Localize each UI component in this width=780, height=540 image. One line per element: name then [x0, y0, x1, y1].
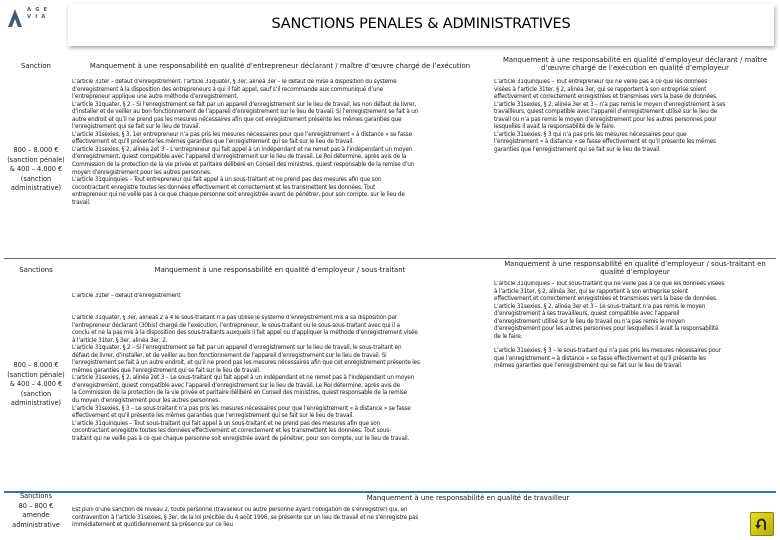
- text-line: d’enregistrement, quiest compatible avec l’appareil d’enregistrement sur le lieu de travail. Le Roi détermine, après avis de la: [72, 154, 407, 161]
- text-line: effectivement et qu’il présente les mêmes garanties que l’enregistrement qui se fait sur le lieu de travail.: [72, 139, 354, 146]
- section3-text: [72, 507, 492, 530]
- section1-right-text: [494, 79, 776, 154]
- text-line: L’article 31quater, § 3er, alinéas 2 à 4 le sous-traitant n’a pas utilisé le système d’enregistrement mis à sa disposition par: [72, 315, 397, 321]
- text-line: L’article 31sexies, § 2, alinéa 3er et 3 – Le sous-traitant n’a pas remis le moyen: [494, 303, 706, 310]
- text-line: lesquelles il avait la responsabilité de le faire.: [494, 124, 616, 131]
- section-divider-accent: [4, 491, 776, 493]
- section3-sanction-label: Sanctions: [19, 492, 53, 500]
- section-divider: [4, 258, 776, 259]
- section1-penalty: [0, 146, 72, 194]
- text-line: l’entrepreneur applique une autre méthode d’enregistrement.: [72, 94, 239, 101]
- logo-line-2: V I A: [27, 13, 47, 20]
- section2-sanction-label: Sanctions: [19, 266, 53, 274]
- text-line: garanties que l’enregistrement qui se fait sur le lieu de travail.: [494, 146, 661, 153]
- text-line: L’article 31sexies, § 2, alinéa 3er et 3 – n’a pas remis le moyen d’enregistrement à ses: [494, 101, 726, 108]
- text-line: effectivement et correctement enregistrées et transmises vers la base de données.: [494, 296, 718, 303]
- text-line: effectivement et qu’il présente les mêmes garanties que l’enregistrement qui se fait sur le lieu de travail.: [72, 413, 354, 420]
- penalty-line: (sanction: [20, 174, 52, 183]
- text-line: l’entrepreneur déclarant (30bis) chargé de l’exécution, l’entrepreneur, le sous-traitant ou le sous-sous-traitant avec qui il a: [72, 322, 400, 329]
- section2-right-text: [494, 281, 776, 371]
- text-line: conclu et ne la pas mis à la disposition des sous-traitants auxquels il fait appel ou d’appliquer la méthode d’enregistrement visée: [72, 330, 418, 337]
- logo-line-1: A G E: [27, 7, 49, 13]
- penalty-line: administrative): [10, 184, 62, 193]
- penalty-line: 80 – 800 €: [18, 501, 54, 510]
- text-line: l’enregistrement « à distance » se fasse effectivement et qu’il présente les mêmes: [494, 139, 716, 146]
- text-line: L’article 31sexies, § 3, 1er entrepreneur n’a pas pris les mesures nécessaires pour que l’enregistrement « à distance » se fasse: [72, 131, 412, 138]
- text-line: de le faire.: [494, 333, 523, 340]
- text-line: l’enregistrement qui se fait sur le lieu de travail.: [72, 124, 201, 131]
- text-line: L’article 31quinquies – Tout sous-traitant qui fait appel à un sous-traitant et ne prend pas des mesures afin que son: [72, 420, 380, 427]
- text-line: visées à l’article 31ter, § 2, alinéa 3er, qui se rapportent à son entreprise soient: [494, 86, 707, 93]
- text-line: L’article 31sexies, § 3 – Le sous-traitant n’a pas pris les mesures nécessaires pour que l’enregistrement « à distance » se fasse: [72, 405, 411, 412]
- text-line: que l’enregistrement « à distance » se fasse effectivement et qu’il présente les: [494, 355, 706, 362]
- penalty-line: & 400 – 4.000 €: [9, 165, 63, 174]
- text-line: travailleurs, quiest compatible avec l’appareil d’enregistrement utilisé sur le lieu de: [494, 109, 718, 116]
- text-line: traitant qui ne veille pas à ce que chaque personne soit enregistrée avant de pénétrer, pour son compte, sur le lieu de travail.: [72, 435, 410, 442]
- return-button[interactable]: [750, 512, 774, 536]
- text-line: défaut de livrer, d’installer, et de veiller au bon fonctionnement de l’appareil d’enregistrement sur le lieu de travail. Si: [72, 352, 387, 359]
- text-line: à l’article 31ter, § 3er, alinéa 3er, 2.: [72, 337, 168, 344]
- penalty-line: (sanction: [20, 389, 52, 398]
- text-line: L’article 31sexies, § 2, alinéa 2et 3 – Le sous-traitant qui fait appel à un indépendant et ne remet pas à l’indépendant un moyen: [72, 375, 415, 382]
- section2-right-header: Manquement à une responsabilité en qualité d’employeur / sous-traitant en qualité d’employeur: [504, 260, 766, 277]
- page-title: SANCTIONS PENALES & ADMINISTRATIVES: [271, 16, 571, 32]
- text-line: d’enregistrement utilisé sur le lieu de travail ou n’a pas remis le moyen: [494, 318, 685, 325]
- text-line: cocontractant enregistre toutes les données effectivement et correctement et les transmettent les données. Tout: [72, 184, 376, 191]
- ageavia-logo: [6, 3, 56, 43]
- text-line: immédiatement et quotidiennement sa présence sur ce lieu: [72, 522, 233, 529]
- text-line: L’article 31quater, § 2 – Si l’enregistrement se fait par un appareil d’enregistrement sur le lieu de travail, le sous-traitant en: [72, 345, 402, 352]
- section1-right-header: Manquement à une responsabilité en qualité d’employeur déclarant / maître d’œuvre chargé de l’exécution en qualité d’employeur: [502, 56, 768, 73]
- logo-mark-icon: [6, 7, 24, 29]
- text-line: L’article 31sexies, § 3 qui n’a pas pris les mesures nécessaires pour que: [494, 131, 687, 138]
- u-turn-arrow-icon: [754, 516, 770, 532]
- text-line: d’enregistrement pour les autres personnes pour lesquelles il avait la responsabilité: [494, 326, 719, 333]
- section2-left-intro: L’article 31ter – défaut d’enregistrement: [72, 293, 181, 299]
- text-line: moyen d’enregistrement pour les autres personnes.: [72, 169, 212, 176]
- text-line: travail ou n’a pas remis le moyen d’enregistrement pour les autres personnes pour: [494, 116, 717, 123]
- text-line: du moyen d’enregistrement pour les autres personnes.: [72, 398, 220, 405]
- penalty-line: administrative): [10, 399, 62, 408]
- penalty-line: 800 – 8.000 €: [13, 146, 59, 154]
- section2-penalty: [0, 361, 72, 409]
- section3-penalty: [0, 492, 72, 530]
- text-line: contravention à l’article 31sexies, § 3er, de la loi précitée du 4 août 1996, se présente sur un lieu de travail et ne s’enregistre pas: [72, 514, 419, 521]
- text-line: travail.: [72, 199, 91, 206]
- text-line: entrepreneur qui ne veille pas à ce que chaque personne soit enregistrée avant de pénétrer, pour son compte, sur le lieu de: [72, 192, 405, 199]
- text-line: Commission de la protection de la vie privée et paritaire délibéré en Conseil des ministres, quiest responsable de la remise d’un: [72, 162, 415, 169]
- penalty-line: administrative: [12, 520, 60, 529]
- text-line: autre endroit et qu’il ne prend pas les mesures nécessaires afin que cet enregistrement présente les mêmes garanties que: [72, 116, 402, 123]
- section1-left-text: [72, 79, 492, 207]
- text-line: L’article 31sexies, § 3 – le sous-traitant qui n’a pas pris les mesures nécessaires pour: [494, 348, 721, 355]
- text-line: L’article 31quinquies – Tout sous-traitant qui ne veille pas à ce que les données visées: [494, 281, 725, 287]
- text-line: L’article 31ter – défaut d’enregistrement. l’article 31quater, § 3er, alinéa 3er – le défaut de mise à disposition du système: [72, 79, 397, 85]
- text-line: à l’article 31ter, § 2, alinéa 3er, qui se rapportent à son entreprise soient: [494, 288, 688, 295]
- text-line: cocontractant enregistre toutes les données effectivement et correctement et les transmettent les données. Tout sous-: [72, 428, 391, 435]
- text-line: d’enregistrement à la disposition des entrepreneurs à qui il fait appel, sauf s’il recommande aux communiqué d’une: [72, 86, 383, 93]
- section1-left-header: Manquement à une responsabilité en qualité d’entrepreneur déclarant / maître d’œuvre chargé de l’exécution: [89, 62, 471, 70]
- penalty-line: 800 – 8.000 €: [13, 361, 59, 369]
- section2-left-header: Manquement à une responsabilité en qualité d’employeur / sous-traitant: [154, 266, 406, 274]
- text-line: d’installer et de veiller au bon fonctionnement de l’appareil d’enregistrement sur le lieu de travail. Si l’enregistrement se fait à un: [72, 109, 419, 116]
- section3-header: Manquement à une responsabilité en qualité de travailleur: [366, 494, 570, 502]
- penalty-line: amende: [22, 511, 50, 520]
- text-line: mêmes garanties que l’enregistrement qui se fait sur le lieu de travail.: [494, 363, 683, 370]
- text-line: L’article 31quinquies – Tout entrepreneur qui ne veille pas à ce que les données: [494, 79, 708, 85]
- text-line: L’article 31sexies, § 2, alinéa 2et 3 – L’entrepreneur qui fait appel à un indépendant et ne remet pas à l’indépendant un moyen: [72, 146, 413, 153]
- penalty-line: & 400 – 4.000 €: [9, 380, 63, 389]
- section2-left-text: [72, 315, 492, 443]
- text-line: L’article 31quater, § 2 – Si l’enregistrement se fait par un appareil d’enregistrement sur le lieu de travail, les non défaut de livrer,: [72, 101, 417, 108]
- text-line: effectivement et correctement enregistrées et transmises vers la base de données.: [494, 94, 718, 101]
- text-line: d’enregistrement, quiest compatible avec l’appareil d’enregistrement sur le lieu de travail. Le Roi détermine, après avis de: [72, 382, 400, 389]
- text-line: mêmes garanties que l’enregistrement qui se fait sur le lieu de travail.: [72, 367, 261, 374]
- logo-text: [27, 7, 48, 20]
- penalty-line: (sanction pénale): [7, 370, 65, 379]
- section1-sanction-label: Sanction: [21, 62, 51, 70]
- text-line: Est puni d’une sanction de niveau 2, toute personne (travailleur ou autre personne ayant l’obligation de s’enregistrer) qui, en: [72, 507, 408, 513]
- text-line: l’enregistrement se fait à un autre endroit, et qu’il ne prend pas les mesures nécessaires afin que cet enregistrement présente les: [72, 360, 420, 367]
- text-line: d’enregistrement à ses travailleurs, quiest compatible avec l’appareil: [494, 311, 680, 318]
- text-line: la Commission de la protection de la vie privée et paritaire délibéré en Conseil des ministres, quiest responsable de la remise: [72, 390, 407, 397]
- penalty-line: (sanction pénale): [7, 155, 65, 164]
- text-line: L’article 31quinquies – Tout entrepreneur qui fait appel à un sous-traitant et ne prend pas des mesures afin que son: [72, 177, 382, 184]
